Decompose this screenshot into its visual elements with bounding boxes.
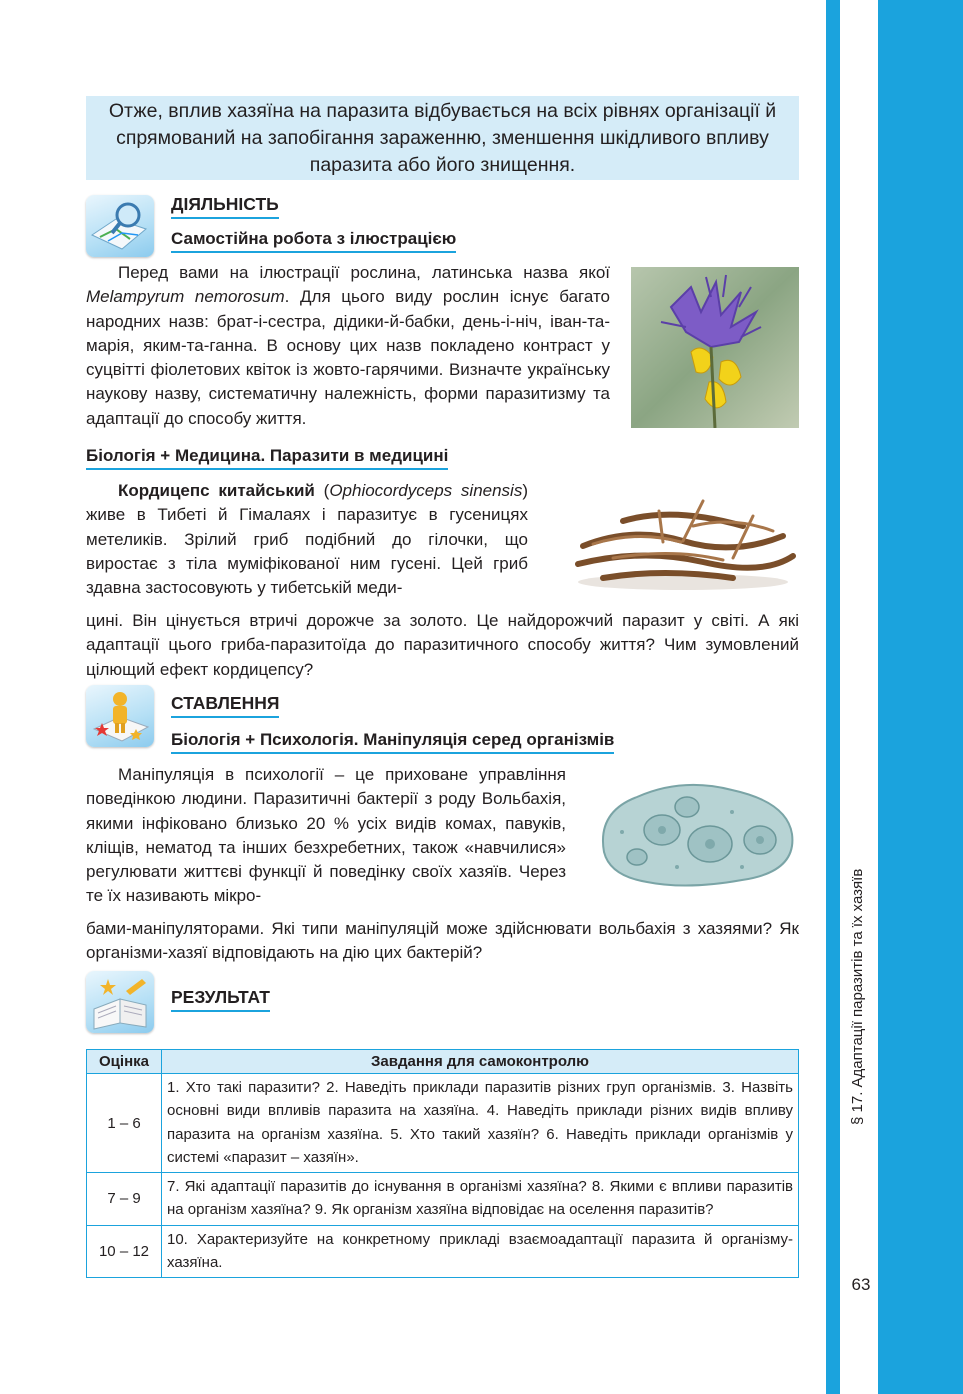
- task-column-header: Завдання для самоконтролю: [162, 1050, 799, 1074]
- open-book-icon: [86, 971, 154, 1033]
- task-cell: 10. Характеризуйте на конкретному прикладі взаємоадаптації паразита й організму-хазяїна.: [162, 1225, 799, 1278]
- sidebar-blue-panel: [878, 0, 963, 1394]
- activity-subheading: Самостійна робота з ілюстрацією: [171, 229, 456, 253]
- task-cell: 1. Хто такі паразити? 2. Наведіть приклади паразитів різних груп організмів. 3. Назвіть основні види впливів паразита на хазяїна. 4. Наведіть приклади різних видів впливу паразита на організм хазяїна. 5. Хто такий хазяїн? 6. Наведіть приклади організмів у системі «паразит – хазяїн».: [162, 1074, 799, 1173]
- grade-cell: 7 – 9: [87, 1173, 162, 1226]
- melampyrum-flower-photo: [631, 267, 799, 428]
- attitude-paragraph-part2: бами-маніпуляторами. Які типи маніпуляцій може здійснювати вольбахія з хазяями? Як організми-хазяї відповідають на дію цих бактерій?: [86, 919, 799, 963]
- table-header-row: [87, 1050, 799, 1074]
- person-star-icon: [86, 685, 154, 747]
- wolbachia-micrograph: [592, 772, 799, 892]
- attitude-paragraph-part1: Маніпуляція в психології – це приховане управління поведінкою людини. Паразитичні бактерії з роду Вольбахія, якими інфіковано близько 20 % усіх видів комах, павуків, кліщів, нематод та інших безхребетних, також «навчилися» регулювати життєві функції й поведінку своїх хазяїв. Через те їх називають мікро-: [86, 765, 566, 906]
- grade-cell: 10 – 12: [87, 1225, 162, 1278]
- table-row: [87, 1173, 799, 1226]
- activity-heading: ДІЯЛЬНІСТЬ: [171, 194, 279, 219]
- attitude-subheading: Біологія + Психологія. Маніпуляція серед організмів: [171, 730, 614, 754]
- table-row: [87, 1225, 799, 1278]
- medicine-paragraph-part1: Кордицепс китайський (Ophiocordyceps sinensis) живе в Тибеті й Гімалаях і паразитує в гусеницях метеликів. Зрілий гриб подібний до гілочки, що виростає з тіла муміфікованої ним гусені. Цей гриб здавна застосовують у тибетській меди-: [86, 481, 529, 598]
- page-number: 63: [851, 1275, 871, 1294]
- medicine-subheading: Біологія + Медицина. Паразити в медицині: [86, 446, 448, 470]
- cordyceps-photo: [563, 486, 799, 594]
- grade-column-header: Оцінка: [87, 1050, 162, 1074]
- attitude-heading: СТАВЛЕННЯ: [171, 693, 279, 718]
- section-title: § 17. Адаптації паразитів та їх хазяїв: [849, 868, 866, 1125]
- summary-box: Отже, вплив хазяїна на паразита відбувається на всіх рівнях організації й спрямований на запобігання зараженню, зменшення шкідливого впливу паразита або його знищення.: [86, 96, 799, 180]
- activity-paragraph: Перед вами на ілюстрації рослина, латинська назва якої Melampyrum nemorosum. Для цього виду рослин існує багато народних назв: брат-і-сестра, дідики-й-бабки, день-і-ніч, іван-та-марія, яким-та-ганна. В основу цих назв покладено контраст у суцвітті фіолетових квіток із жовто-гарячими. Визначте українську наукову назву, систематичну належність, форми паразитизму та адаптації до способу життя.: [86, 263, 610, 428]
- result-heading: РЕЗУЛЬТАТ: [171, 987, 270, 1012]
- task-cell: 7. Які адаптації паразитів до існування в організмі хазяїна? 8. Якими є впливи паразитів на організм хазяїна? 9. Як організм хазяїна відповідає на оселення паразитів?: [162, 1173, 799, 1226]
- sidebar-blue-stripe: [826, 0, 840, 1394]
- map-magnifier-icon: [86, 195, 154, 257]
- medicine-paragraph-part2: цині. Він цінується втричі дорожче за золото. Це найдорожчий паразит у світі. А які адаптації цього гриба-паразитоїда до паразитичного способу життя? Чим зумовлений цілющий ефект кордицепсу?: [86, 611, 799, 679]
- table-row: [87, 1074, 799, 1173]
- self-control-table: [86, 1049, 799, 1278]
- grade-cell: 1 – 6: [87, 1074, 162, 1173]
